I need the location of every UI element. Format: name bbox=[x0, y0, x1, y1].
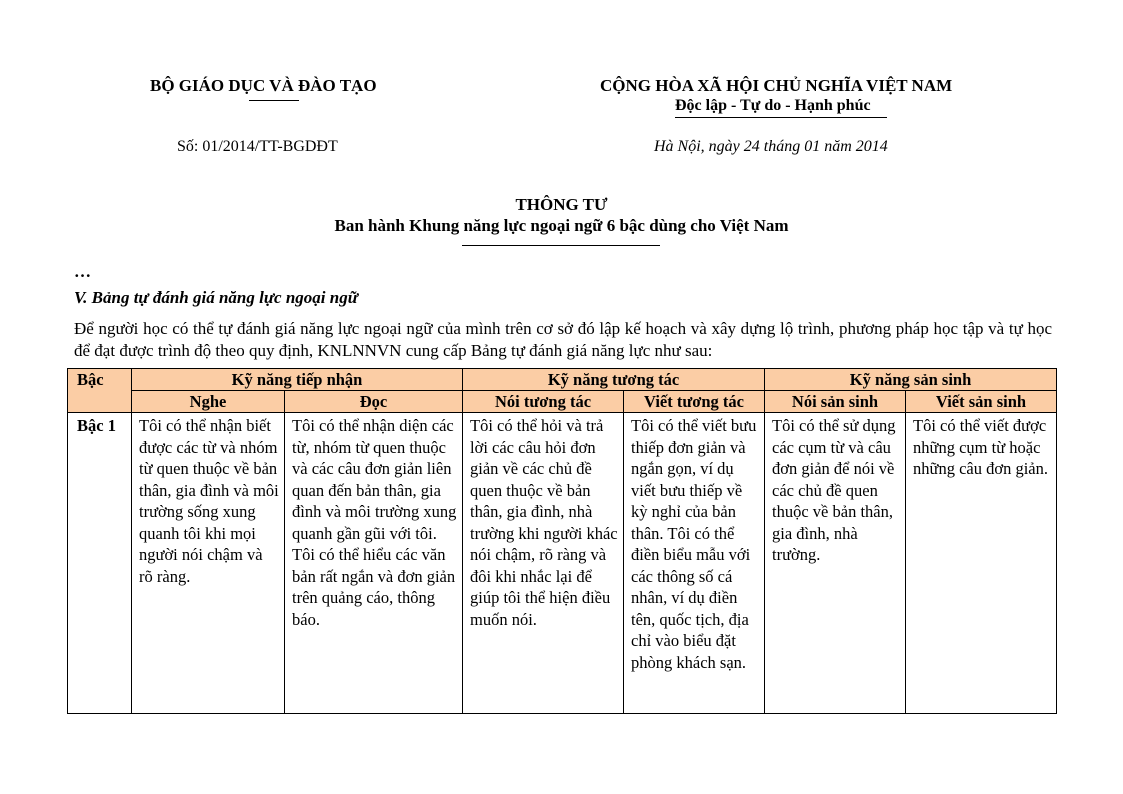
cell-reading: Tôi có thể nhận diện các từ, nhóm từ quen thuộc và các câu đơn giản liên quan đến bản thân, gia đình và môi trường xung quanh gần gũi với tôi. Tôi có thể hiểu các văn bản rất ngắn và đơn giản trên quảng cáo, thông báo. bbox=[285, 413, 463, 714]
column-header-listening: Nghe bbox=[132, 391, 285, 413]
document-number: Số: 01/2014/TT-BGDĐT bbox=[177, 138, 338, 155]
group-header-receptive: Kỹ năng tiếp nhận bbox=[132, 369, 463, 391]
place-date: Hà Nội, ngày 24 tháng 01 năm 2014 bbox=[654, 138, 888, 155]
omission-mark: … bbox=[74, 262, 91, 281]
section-heading: V. Bảng tự đánh giá năng lực ngoại ngữ bbox=[74, 288, 358, 307]
level-header: Bậc bbox=[68, 369, 132, 413]
group-header-productive: Kỹ năng sản sinh bbox=[765, 369, 1057, 391]
national-motto: Độc lập - Tự do - Hạnh phúc bbox=[675, 97, 871, 114]
cell-listening: Tôi có thể nhận biết được các từ và nhóm từ quen thuộc về bản thân, gia đình và môi trường sống xung quanh tôi khi mọi người nói chậm và rõ ràng. bbox=[132, 413, 285, 714]
document-subtitle: Ban hành Khung năng lực ngoại ngữ 6 bậc dùng cho Việt Nam bbox=[334, 216, 789, 235]
group-header-interactive: Kỹ năng tương tác bbox=[463, 369, 765, 391]
column-header-spoken-interaction: Nói tương tác bbox=[463, 391, 624, 413]
intro-paragraph: Để người học có thể tự đánh giá năng lực ngoại ngữ của mình trên cơ sở đó lập kế hoạch và xây dựng lộ trình, phương pháp học tập và tự học để đạt được trình độ theo quy định, KNLNNVN cung cấp Bảng tự đánh giá năng lực như sau: bbox=[74, 319, 1052, 360]
column-header-row bbox=[68, 391, 1057, 413]
cell-written-interaction: Tôi có thể viết bưu thiếp đơn giản và ngắn gọn, ví dụ viết bưu thiếp về kỳ nghỉ của bản thân. Tôi có thể điền biểu mẫu với các thông số cá nhân, ví dụ điền tên, quốc tịch, địa chỉ vào biểu đặt phòng khách sạn. bbox=[624, 413, 765, 714]
cell-written-production: Tôi có thể viết được những cụm từ hoặc những câu đơn giản. bbox=[906, 413, 1057, 714]
column-header-spoken-production: Nói sản sinh bbox=[765, 391, 906, 413]
column-header-written-production: Viết sản sinh bbox=[906, 391, 1057, 413]
ministry-name: BỘ GIÁO DỤC VÀ ĐÀO TẠO bbox=[150, 76, 377, 95]
ministry-underline bbox=[249, 100, 299, 101]
table-row bbox=[68, 413, 1057, 714]
level-label: Bậc 1 bbox=[68, 413, 132, 714]
document-title: THÔNG TƯ bbox=[515, 195, 608, 214]
republic-name: CỘNG HÒA XÃ HỘI CHỦ NGHĨA VIỆT NAM bbox=[600, 76, 953, 95]
subtitle-underline bbox=[462, 245, 660, 246]
self-assessment-table bbox=[67, 368, 1057, 714]
column-header-written-interaction: Viết tương tác bbox=[624, 391, 765, 413]
cell-spoken-interaction: Tôi có thể hỏi và trả lời các câu hỏi đơn giản về các chủ đề quen thuộc về bản thân, gia đình, nhà trường khi người khác nói chậm, rõ ràng và đôi khi nhắc lại để giúp tôi thể hiện điều muốn nói. bbox=[463, 413, 624, 714]
column-header-reading: Đọc bbox=[285, 391, 463, 413]
cell-spoken-production: Tôi có thể sử dụng các cụm từ và câu đơn giản để nói về các chủ đề quen thuộc về bản thân, gia đình, nhà trường. bbox=[765, 413, 906, 714]
group-header-row bbox=[68, 369, 1057, 391]
motto-underline bbox=[675, 117, 887, 118]
